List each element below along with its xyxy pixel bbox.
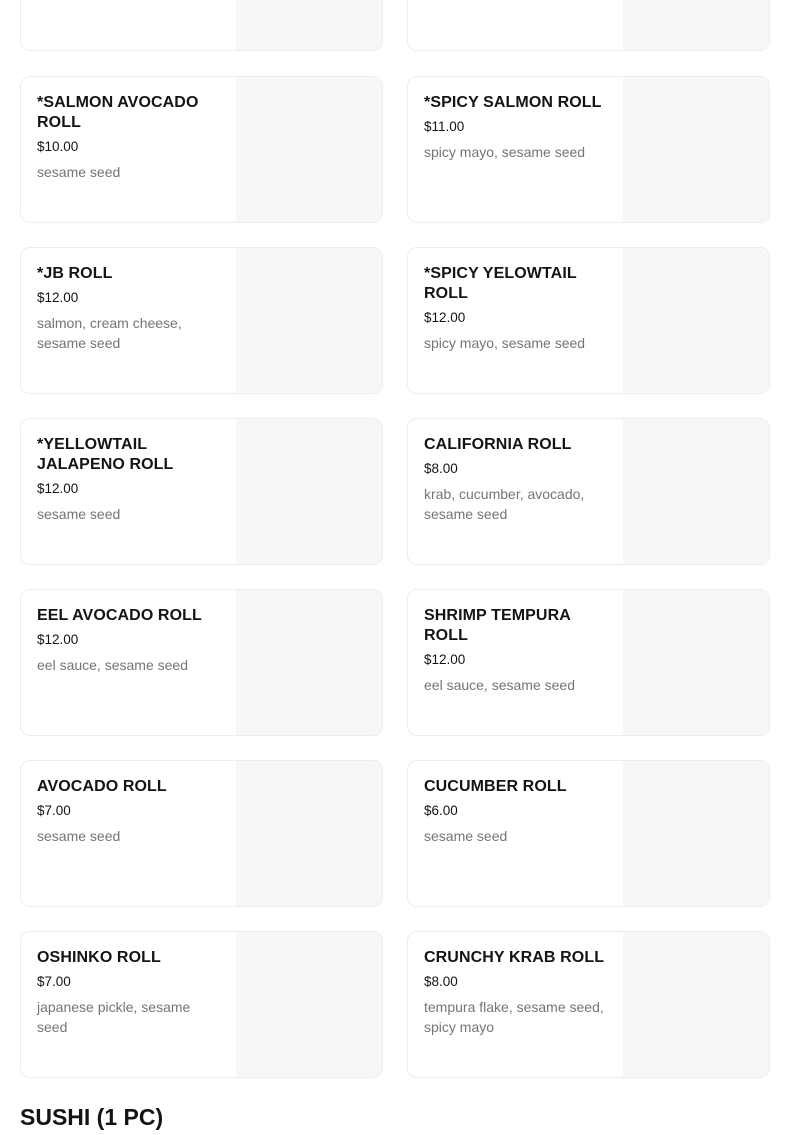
item-price: $10.00	[37, 139, 79, 154]
menu-item-card-partial[interactable]	[407, 0, 770, 51]
item-description: eel sauce, sesame seed	[37, 657, 188, 673]
menu-item-card[interactable]	[20, 247, 383, 394]
item-description: salmon, cream cheese, sesame seed	[37, 315, 182, 351]
menu-item-card[interactable]	[407, 760, 770, 907]
menu-item-image	[623, 932, 769, 1077]
menu-item-card[interactable]	[20, 418, 383, 565]
item-price: $8.00	[424, 974, 458, 989]
item-name: *YELLOWTAIL JALAPENO ROLL	[37, 436, 174, 473]
item-description: japanese pickle, sesame seed	[37, 999, 191, 1035]
item-price: $12.00	[37, 290, 79, 305]
item-name: *SPICY YELOWTAIL ROLL	[424, 265, 577, 302]
section-heading: SUSHI (1 PC)	[20, 1104, 164, 1130]
menu-item-card[interactable]	[20, 760, 383, 907]
menu-item-card[interactable]	[407, 589, 770, 736]
menu-item-image	[623, 77, 769, 222]
item-price: $7.00	[37, 803, 71, 818]
menu-item-image	[236, 419, 382, 564]
item-name: CALIFORNIA ROLL	[424, 436, 572, 453]
item-description: eel sauce, sesame seed	[424, 677, 575, 693]
item-price: $11.00	[424, 119, 465, 134]
item-description: spicy mayo, sesame seed	[424, 335, 586, 351]
menu-item-image	[236, 761, 382, 906]
menu-item-image	[236, 77, 382, 222]
menu-item-image	[623, 590, 769, 735]
item-name: *SPICY SALMON ROLL	[424, 94, 602, 111]
item-name: SHRIMP TEMPURA ROLL	[424, 607, 571, 644]
menu-item-image	[623, 419, 769, 564]
menu-item-image	[236, 248, 382, 393]
menu-item-card[interactable]	[20, 76, 383, 223]
menu-item-card-partial[interactable]	[20, 0, 383, 51]
item-price: $6.00	[424, 803, 458, 818]
item-price: $12.00	[424, 652, 466, 667]
item-description: sesame seed	[37, 164, 121, 180]
menu-item-card[interactable]	[407, 247, 770, 394]
item-description: sesame seed	[37, 506, 121, 522]
item-price: $12.00	[424, 310, 466, 325]
menu-item-image	[236, 932, 382, 1077]
menu-item-card[interactable]	[20, 931, 383, 1078]
item-description: sesame seed	[424, 828, 508, 844]
item-description: krab, cucumber, avocado, sesame seed	[424, 486, 585, 522]
item-description: tempura flake, sesame seed, spicy mayo	[424, 999, 604, 1035]
item-name: AVOCADO ROLL	[37, 778, 167, 795]
menu-item-image	[236, 590, 382, 735]
item-name: CRUNCHY KRAB ROLL	[424, 949, 605, 966]
menu-item-image	[623, 248, 769, 393]
item-name: CUCUMBER ROLL	[424, 778, 567, 795]
menu-item-image	[236, 0, 382, 50]
menu-item-card[interactable]	[407, 418, 770, 565]
item-name: OSHINKO ROLL	[37, 949, 161, 966]
menu-item-card[interactable]	[407, 76, 770, 223]
item-name: EEL AVOCADO ROLL	[37, 607, 202, 624]
menu-item-image	[623, 761, 769, 906]
item-name: *JB ROLL	[37, 265, 113, 282]
item-name: *SALMON AVOCADO ROLL	[37, 94, 199, 131]
item-description: sesame seed	[37, 828, 121, 844]
item-description: spicy mayo, sesame seed	[424, 144, 586, 160]
item-price: $12.00	[37, 632, 79, 647]
item-price: $8.00	[424, 461, 458, 476]
item-price: $7.00	[37, 974, 71, 989]
item-price: $12.00	[37, 481, 79, 496]
menu-item-image	[623, 0, 769, 50]
menu-item-card[interactable]	[20, 589, 383, 736]
menu-item-card[interactable]	[407, 931, 770, 1078]
